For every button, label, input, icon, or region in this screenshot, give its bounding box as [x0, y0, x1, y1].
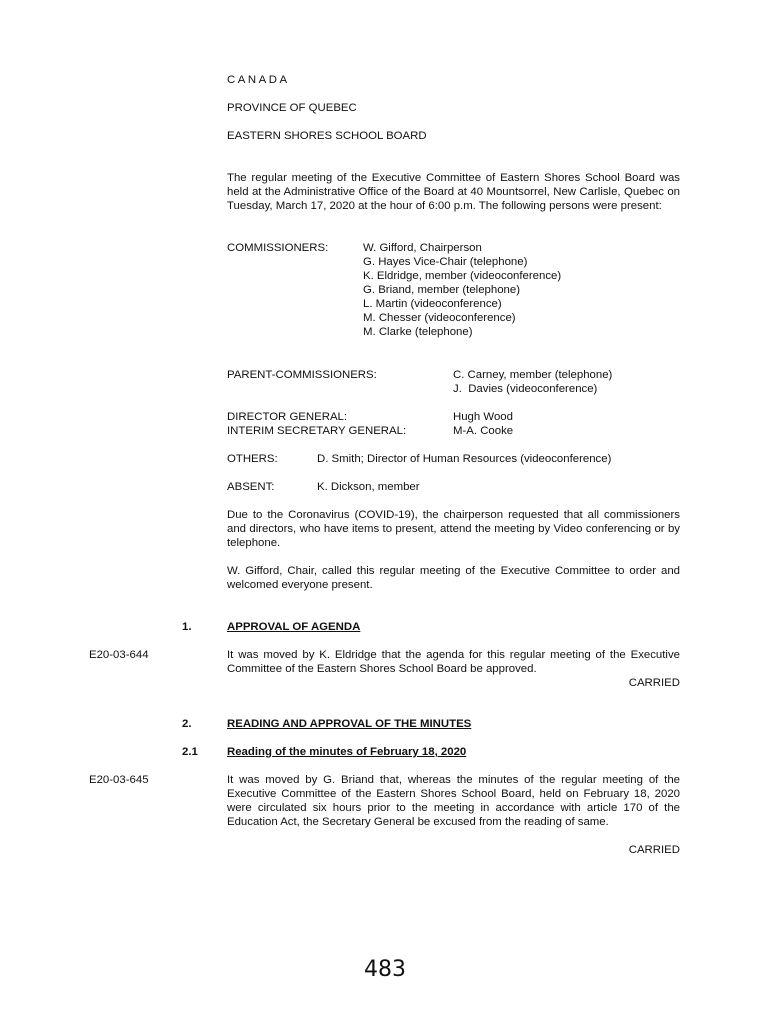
- others-text: D. Smith; Director of Human Resources (videoconference): [317, 453, 612, 465]
- carried-status: CARRIED: [628, 844, 680, 856]
- section-2-1-motion: It was moved by G. Briand that, whereas the minutes of the regular meeting of the Executive Committee of the Eastern Shores School Board, held on February 18, 2020 were circulated six hours prior to the meeting in accordance with article 170 of the Education Act, the Secretary General be excused from the reading of same.: [227, 774, 680, 828]
- commissioner-name: W. Gifford, Chairperson: [363, 242, 482, 254]
- call-to-order-paragraph: W. Gifford, Chair, called this regular meeting of the Executive Committee to order and welcomed everyone present.: [227, 565, 680, 591]
- resolution-id: E20-03-645: [89, 774, 149, 786]
- commissioner-name: L. Martin (videoconference): [363, 298, 502, 310]
- section-2-1-title: Reading of the minutes of February 18, 2020: [227, 746, 467, 758]
- absent-label: ABSENT:: [227, 481, 275, 493]
- covid-note-paragraph: Due to the Coronavirus (COVID-19), the chairperson requested that all commissioners and directors, who have items to present, attend the meeting by Video conferencing or by telephone.: [227, 509, 680, 549]
- section-1-motion: It was moved by K. Eldridge that the agenda for this regular meeting of the Executive Committee of the Eastern Shores School Board be approved.: [227, 649, 680, 675]
- commissioner-name: M. Chesser (videoconference): [363, 312, 516, 324]
- director-general-label: DIRECTOR GENERAL:: [227, 411, 348, 423]
- section-1-number: 1.: [182, 621, 192, 633]
- country-heading: C A N A D A: [227, 74, 288, 86]
- interim-secretary-name: M-A. Cooke: [453, 425, 514, 437]
- intro-paragraph: The regular meeting of the Executive Committee of Eastern Shores School Board was held at the Administrative Office of the Board at 40 Mountsorrel, New Carlisle, Quebec on Tuesday, March 17, 2020 at the hour of 6:00 p.m. The following persons were present:: [227, 172, 680, 212]
- others-label: OTHERS:: [227, 453, 278, 465]
- section-1-title: APPROVAL OF AGENDA: [227, 621, 361, 633]
- commissioner-name: G. Hayes Vice-Chair (telephone): [363, 256, 528, 268]
- page-number: 483: [364, 957, 406, 982]
- province-heading: PROVINCE OF QUEBEC: [227, 102, 357, 114]
- section-2-title: READING AND APPROVAL OF THE MINUTES: [227, 718, 472, 730]
- resolution-id: E20-03-644: [89, 649, 149, 661]
- parent-commissioner-name: C. Carney, member (telephone): [453, 369, 613, 381]
- section-2-number: 2.: [182, 718, 192, 730]
- commissioner-name: K. Eldridge, member (videoconference): [363, 270, 562, 282]
- commissioners-list: [363, 241, 561, 339]
- commissioner-name: G. Briand, member (telephone): [363, 284, 521, 296]
- commissioner-name: M. Clarke (telephone): [363, 326, 473, 338]
- director-general-name: Hugh Wood: [453, 411, 513, 423]
- commissioners-label: COMMISSIONERS:: [227, 242, 329, 254]
- interim-secretary-label: INTERIM SECRETARY GENERAL:: [227, 425, 407, 437]
- section-2-1-number: 2.1: [182, 746, 198, 758]
- parent-commissioners-label: PARENT-COMMISSIONERS:: [227, 369, 377, 381]
- carried-status: CARRIED: [628, 677, 680, 689]
- parent-commissioner-name: J. Davies (videoconference): [453, 383, 598, 395]
- parent-commissioners-list: [453, 368, 612, 396]
- board-heading: EASTERN SHORES SCHOOL BOARD: [227, 130, 427, 142]
- absent-text: K. Dickson, member: [317, 481, 420, 493]
